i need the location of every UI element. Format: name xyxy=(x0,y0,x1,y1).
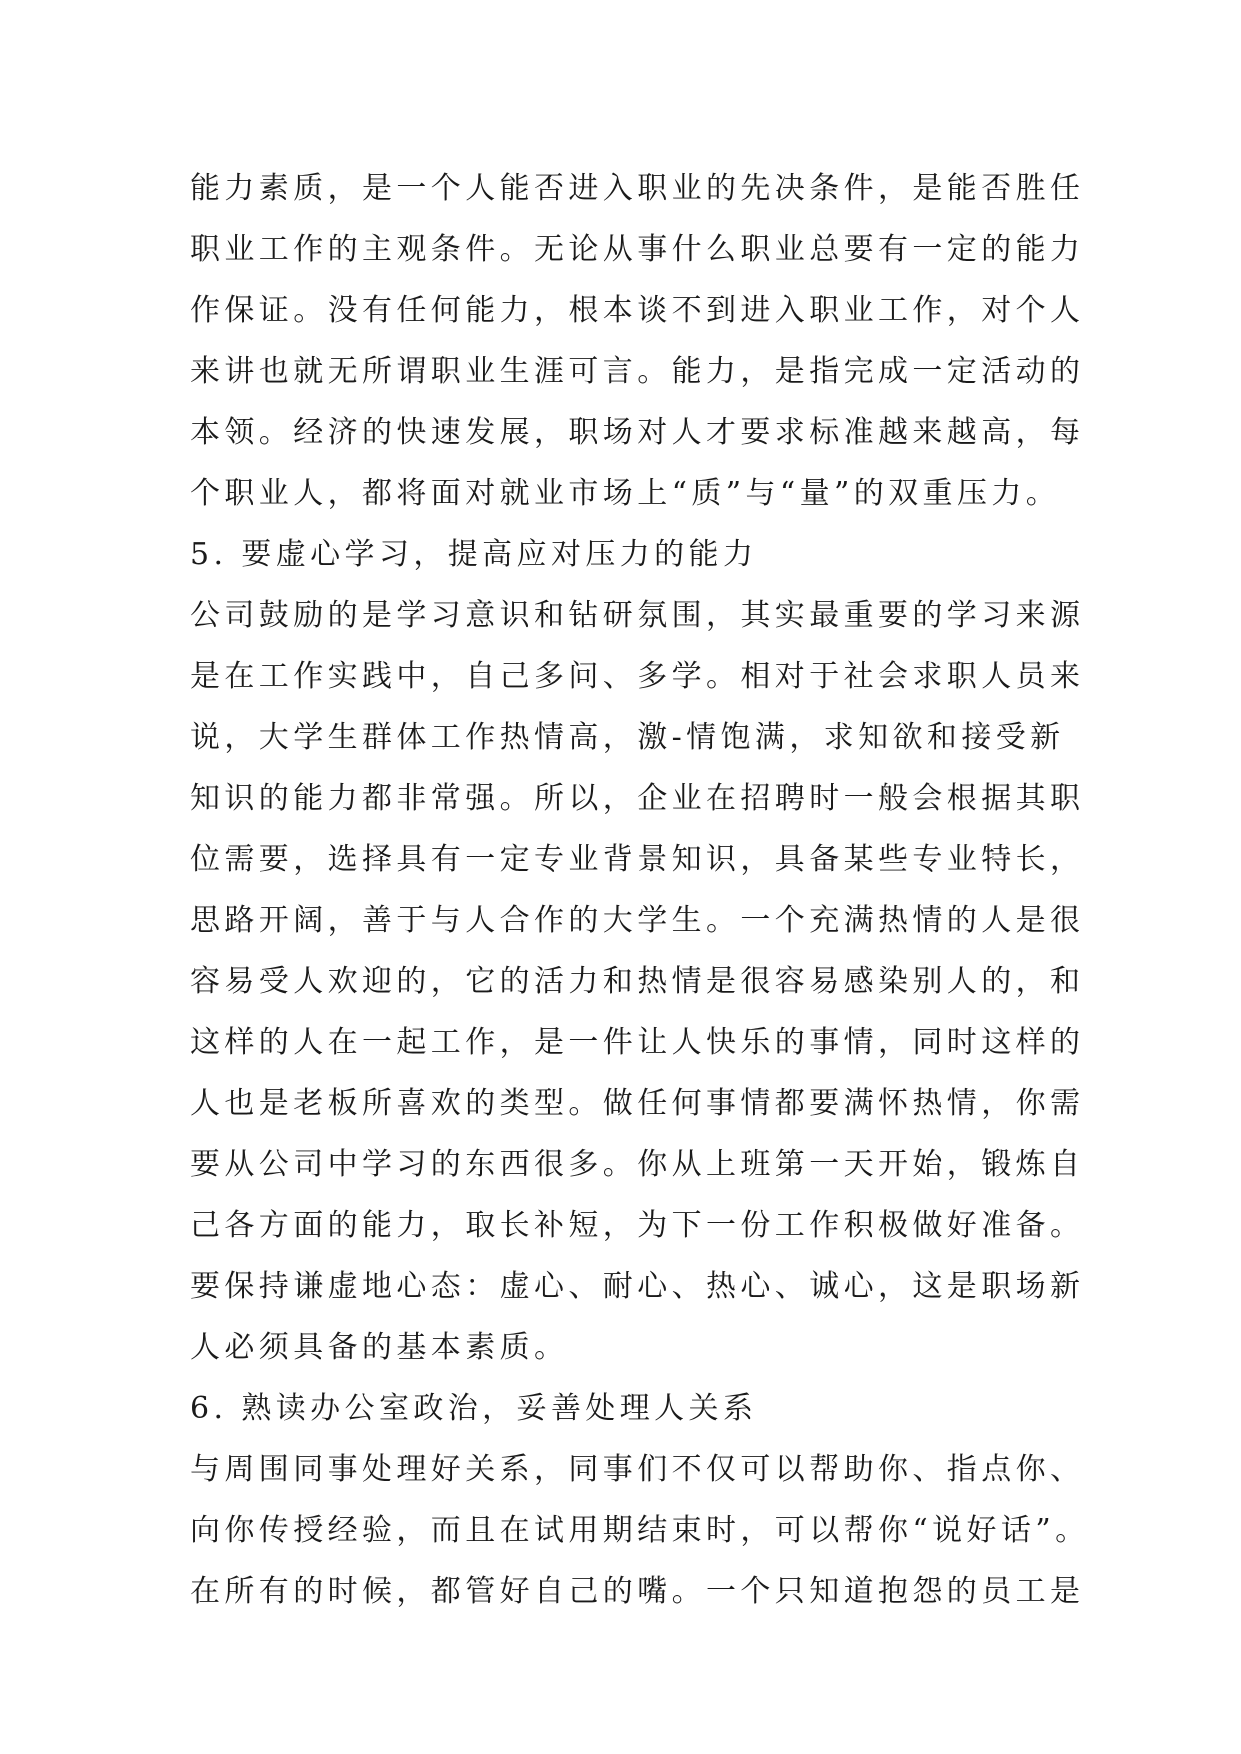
paragraph-line: 职业工作的主观条件。无论从事什么职业总要有一定的能力 xyxy=(190,232,1085,267)
paragraph-line: 与周围同事处理好关系，同事们不仅可以帮助你、指点你、 xyxy=(190,1452,1085,1487)
paragraph-line: 作保证。没有任何能力，根本谈不到进入职业工作，对个人 xyxy=(190,293,1085,328)
section-heading: 5. 要虚心学习，提高应对压力的能力 xyxy=(190,537,758,572)
paragraph-line: 知识的能力都非常强。所以，企业在招聘时一般会根据其职 xyxy=(190,781,1085,816)
paragraph-line: 公司鼓励的是学习意识和钻研氛围，其实最重要的学习来源 xyxy=(190,598,1085,633)
paragraph-line: 说，大学生群体工作热情高，激-情饱满，求知欲和接受新 xyxy=(190,720,1065,755)
paragraph-line: 来讲也就无所谓职业生涯可言。能力，是指完成一定活动的 xyxy=(190,354,1085,389)
paragraph-line: 位需要，选择具有一定专业背景知识，具备某些专业特长， xyxy=(190,842,1085,877)
paragraph-line: 要从公司中学习的东西很多。你从上班第一天开始，锻炼自 xyxy=(190,1147,1085,1182)
paragraph-line: 本领。经济的快速发展，职场对人才要求标准越来越高，每 xyxy=(190,415,1085,450)
paragraph-line: 容易受人欢迎的，它的活力和热情是很容易感染别人的，和 xyxy=(190,964,1085,999)
paragraph-line: 能力素质，是一个人能否进入职业的先决条件，是能否胜任 xyxy=(190,171,1085,206)
paragraph-line: 己各方面的能力，取长补短，为下一份工作积极做好准备。 xyxy=(190,1208,1085,1243)
body-text xyxy=(190,158,1090,1622)
paragraph-line: 在所有的时候，都管好自己的嘴。一个只知道抱怨的员工是 xyxy=(190,1574,1085,1609)
paragraph-line: 是在工作实践中，自己多问、多学。相对于社会求职人员来 xyxy=(190,659,1085,694)
paragraph-line: 向你传授经验，而且在试用期结束时，可以帮你“说好话”。 xyxy=(190,1513,1090,1548)
paragraph-line: 要保持谦虚地心态：虚心、耐心、热心、诚心，这是职场新 xyxy=(190,1269,1085,1304)
section-heading: 6. 熟读办公室政治，妥善处理人关系 xyxy=(190,1391,758,1426)
paragraph-line: 个职业人，都将面对就业市场上“质”与“量”的双重压力。 xyxy=(190,476,1061,511)
paragraph-line: 思路开阔，善于与人合作的大学生。一个充满热情的人是很 xyxy=(190,903,1085,938)
paragraph-line: 人必须具备的基本素质。 xyxy=(190,1330,569,1365)
paragraph-line: 人也是老板所喜欢的类型。做任何事情都要满怀热情，你需 xyxy=(190,1086,1085,1121)
paragraph-line: 这样的人在一起工作，是一件让人快乐的事情，同时这样的 xyxy=(190,1025,1085,1060)
